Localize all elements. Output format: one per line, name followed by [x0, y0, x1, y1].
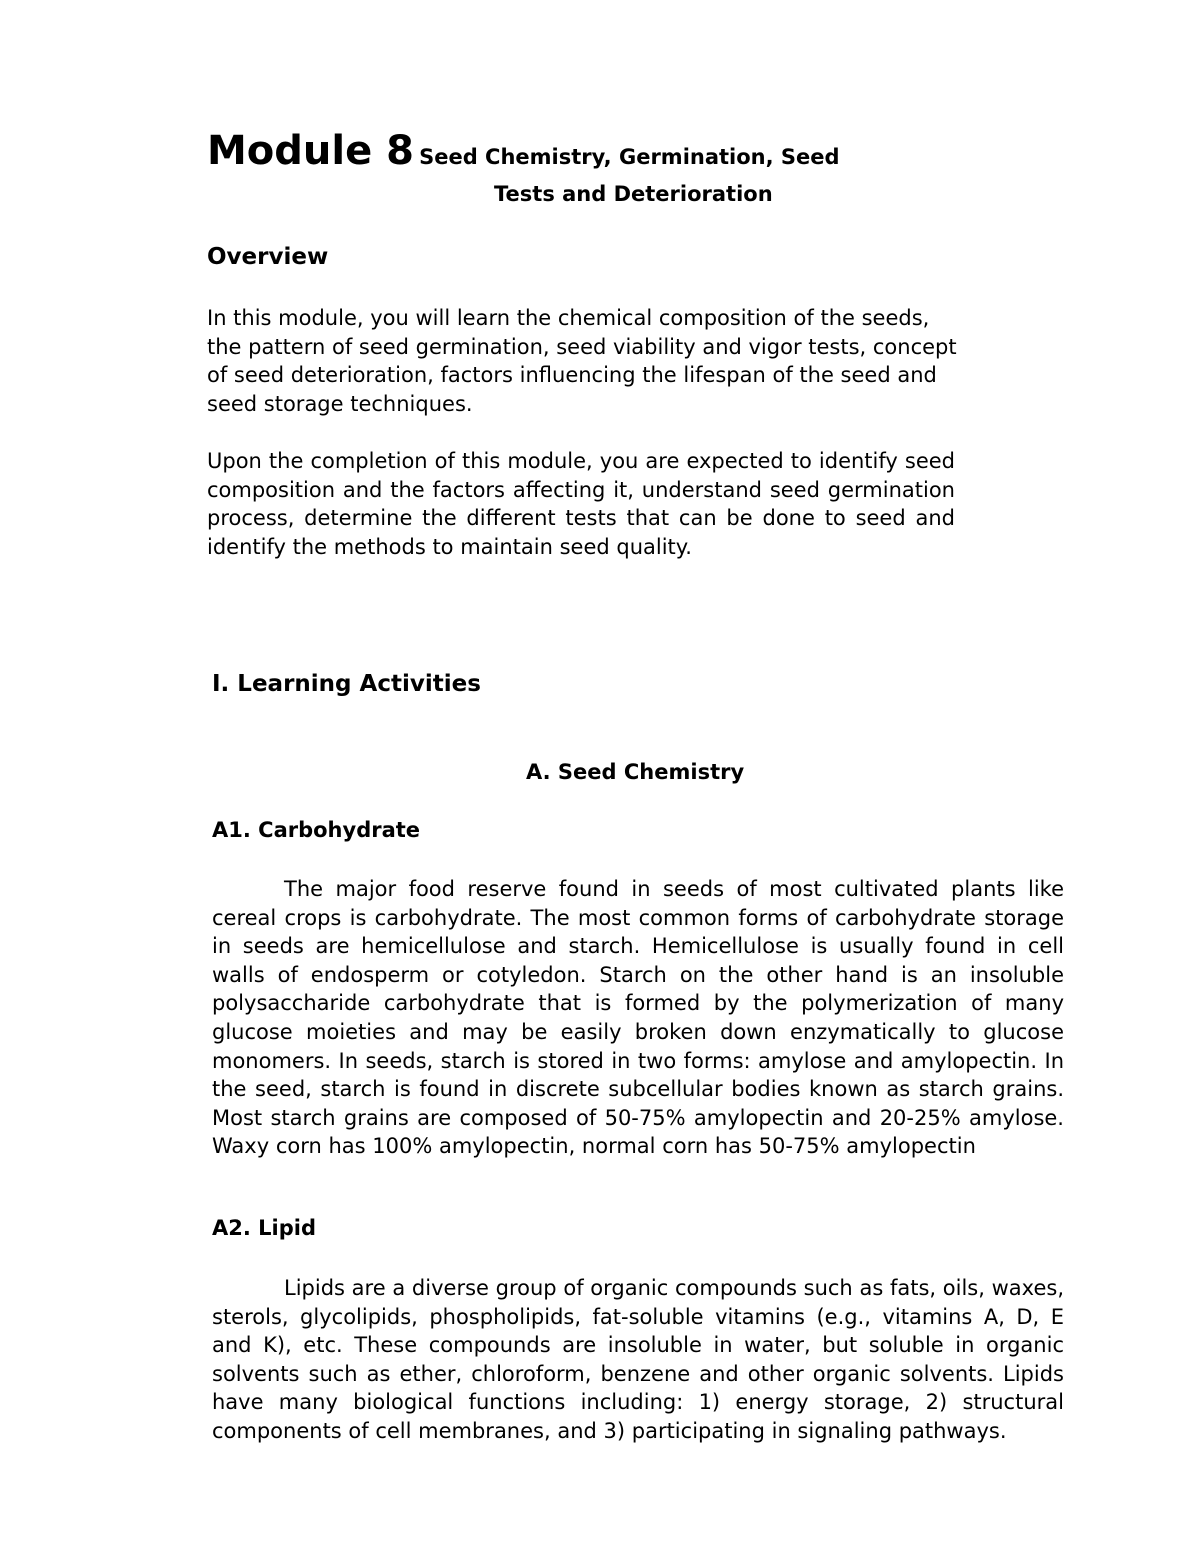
a1-carbohydrate-heading: A1. Carbohydrate: [212, 818, 421, 842]
overview-heading: Overview: [207, 244, 329, 270]
a2-lipid-heading: A2. Lipid: [212, 1216, 316, 1240]
a1-carbohydrate-paragraph: The major food reserve found in seeds of most cultivated plants like cereal crops is carbohydrate. The most common forms of carbohydrate storage in seeds are hemicellulose and starch. Hemicellulose is usually found in cell walls of endosperm or cotyledon. Starch on the other hand is an insoluble polysaccharide carbohydrate that is formed by the polymerization of many glucose moieties and may be easily broken down enzymatically to glucose monomers. In seeds, starch is stored in two forms: amylose and amylopectin. In the seed, starch is found in discrete subcellular bodies known as starch grains. Most starch grains are composed of 50-75% amylopectin and 20-25% amylose. Waxy corn has 100% amylopectin, normal corn has 50-75% amylopectin: [212, 877, 1064, 1159]
overview-paragraph-2: Upon the completion of this module, you are expected to identify seed composition and the factors affecting it, understand seed germination process, determine the different tests that can be done to seed and identify the methods to maintain seed quality.: [207, 449, 955, 559]
module-subtitle-line1: Seed Chemistry, Germination, Seed: [419, 145, 840, 169]
learning-activities-heading: I. Learning Activities: [212, 671, 481, 697]
module-number-label: Module 8: [207, 128, 414, 174]
section-a-heading: A. Seed Chemistry: [526, 760, 745, 784]
module-title: [207, 128, 987, 174]
module-subtitle-line2: Tests and Deterioration: [494, 182, 773, 206]
a2-lipid-paragraph: Lipids are a diverse group of organic compounds such as fats, oils, waxes, sterols, glycolipids, phospholipids, fat-soluble vitamins (e.g., vitamins A, D, E and K), etc. These compounds are insoluble in water, but soluble in organic solvents such as ether, chloroform, benzene and other organic solvents. Lipids have many biological functions including: 1) energy storage, 2) structural components of cell membranes, and 3) participating in signaling pathways.: [212, 1276, 1064, 1443]
overview-paragraph-1: In this module, you will learn the chemical composition of the seeds, the pattern of seed germination, seed viability and vigor tests, concept of seed deterioration, factors influencing the lifespan of the seed and seed storage techniques.: [207, 306, 957, 416]
